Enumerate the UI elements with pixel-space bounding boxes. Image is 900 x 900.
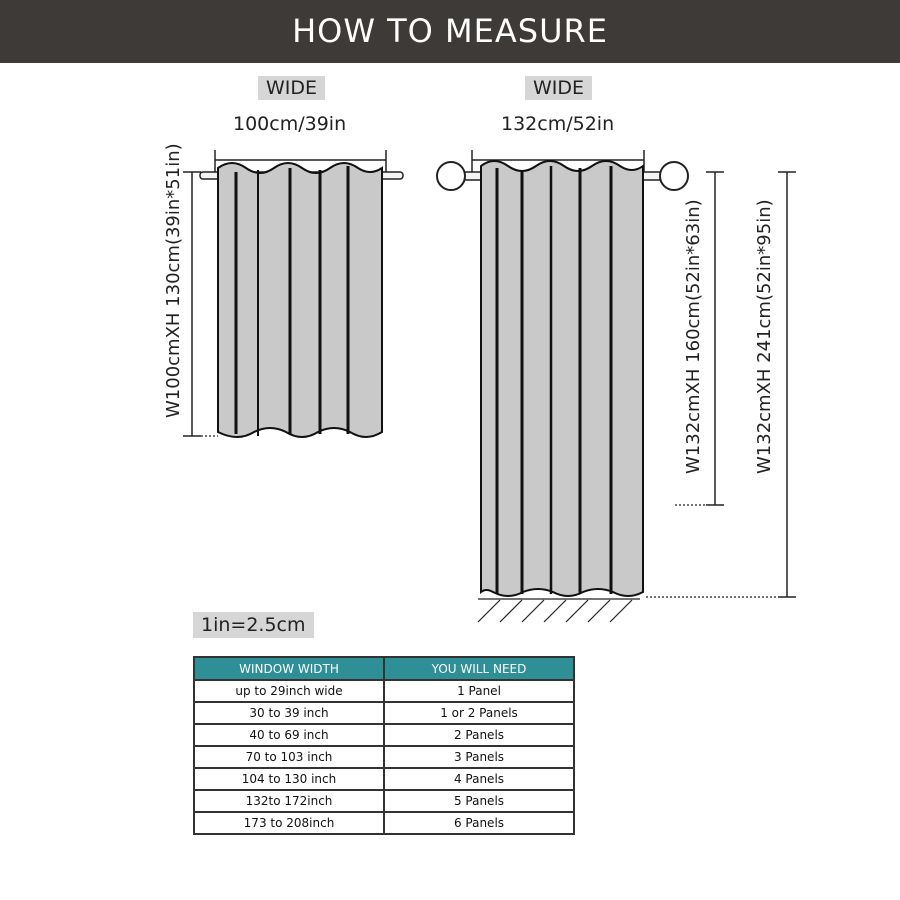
panels-needed-cell: 6 Panels [384,812,574,834]
table-header-row [194,657,574,680]
table-row [194,746,574,768]
panels-needed-cell: 5 Panels [384,790,574,812]
left-curtain-panel [218,163,382,437]
you-will-need-header: YOU WILL NEED [384,657,574,680]
left-height-dimension [183,172,218,436]
left-width-label: 100cm/39in [233,113,347,135]
panels-needed-cell: 2 Panels [384,724,574,746]
window-width-cell: 173 to 208inch [194,812,384,834]
panels-needed-cell: 1 Panel [384,680,574,702]
unit-conversion-tag: 1in=2.5cm [193,612,314,638]
left-height-label: W100cmXH 130cm(39in*51in) [163,143,184,418]
right-long-height-label: W132cmXH 241cm(52in*95in) [754,199,775,474]
right-wide-tag: WIDE [525,76,592,100]
left-wide-tag: WIDE [258,76,325,100]
table-row [194,724,574,746]
right-width-label: 132cm/52in [501,113,615,135]
window-width-header: WINDOW WIDTH [194,657,384,680]
panel-requirement-table [193,656,575,835]
right-curtain-panel [481,161,643,596]
window-width-cell: 104 to 130 inch [194,768,384,790]
table-row [194,812,574,834]
window-width-cell: 132to 172inch [194,790,384,812]
window-width-cell: 30 to 39 inch [194,702,384,724]
window-width-cell: 70 to 103 inch [194,746,384,768]
table-row [194,768,574,790]
table-row [194,702,574,724]
page-title: HOW TO MEASURE [292,12,608,50]
table-row [194,680,574,702]
window-width-cell: up to 29inch wide [194,680,384,702]
right-short-height-label: W132cmXH 160cm(52in*63in) [683,199,704,474]
window-width-cell: 40 to 69 inch [194,724,384,746]
table-row [194,790,574,812]
panels-needed-cell: 1 or 2 Panels [384,702,574,724]
panels-needed-cell: 4 Panels [384,768,574,790]
panels-needed-cell: 3 Panels [384,746,574,768]
floor-hatching [478,599,640,622]
